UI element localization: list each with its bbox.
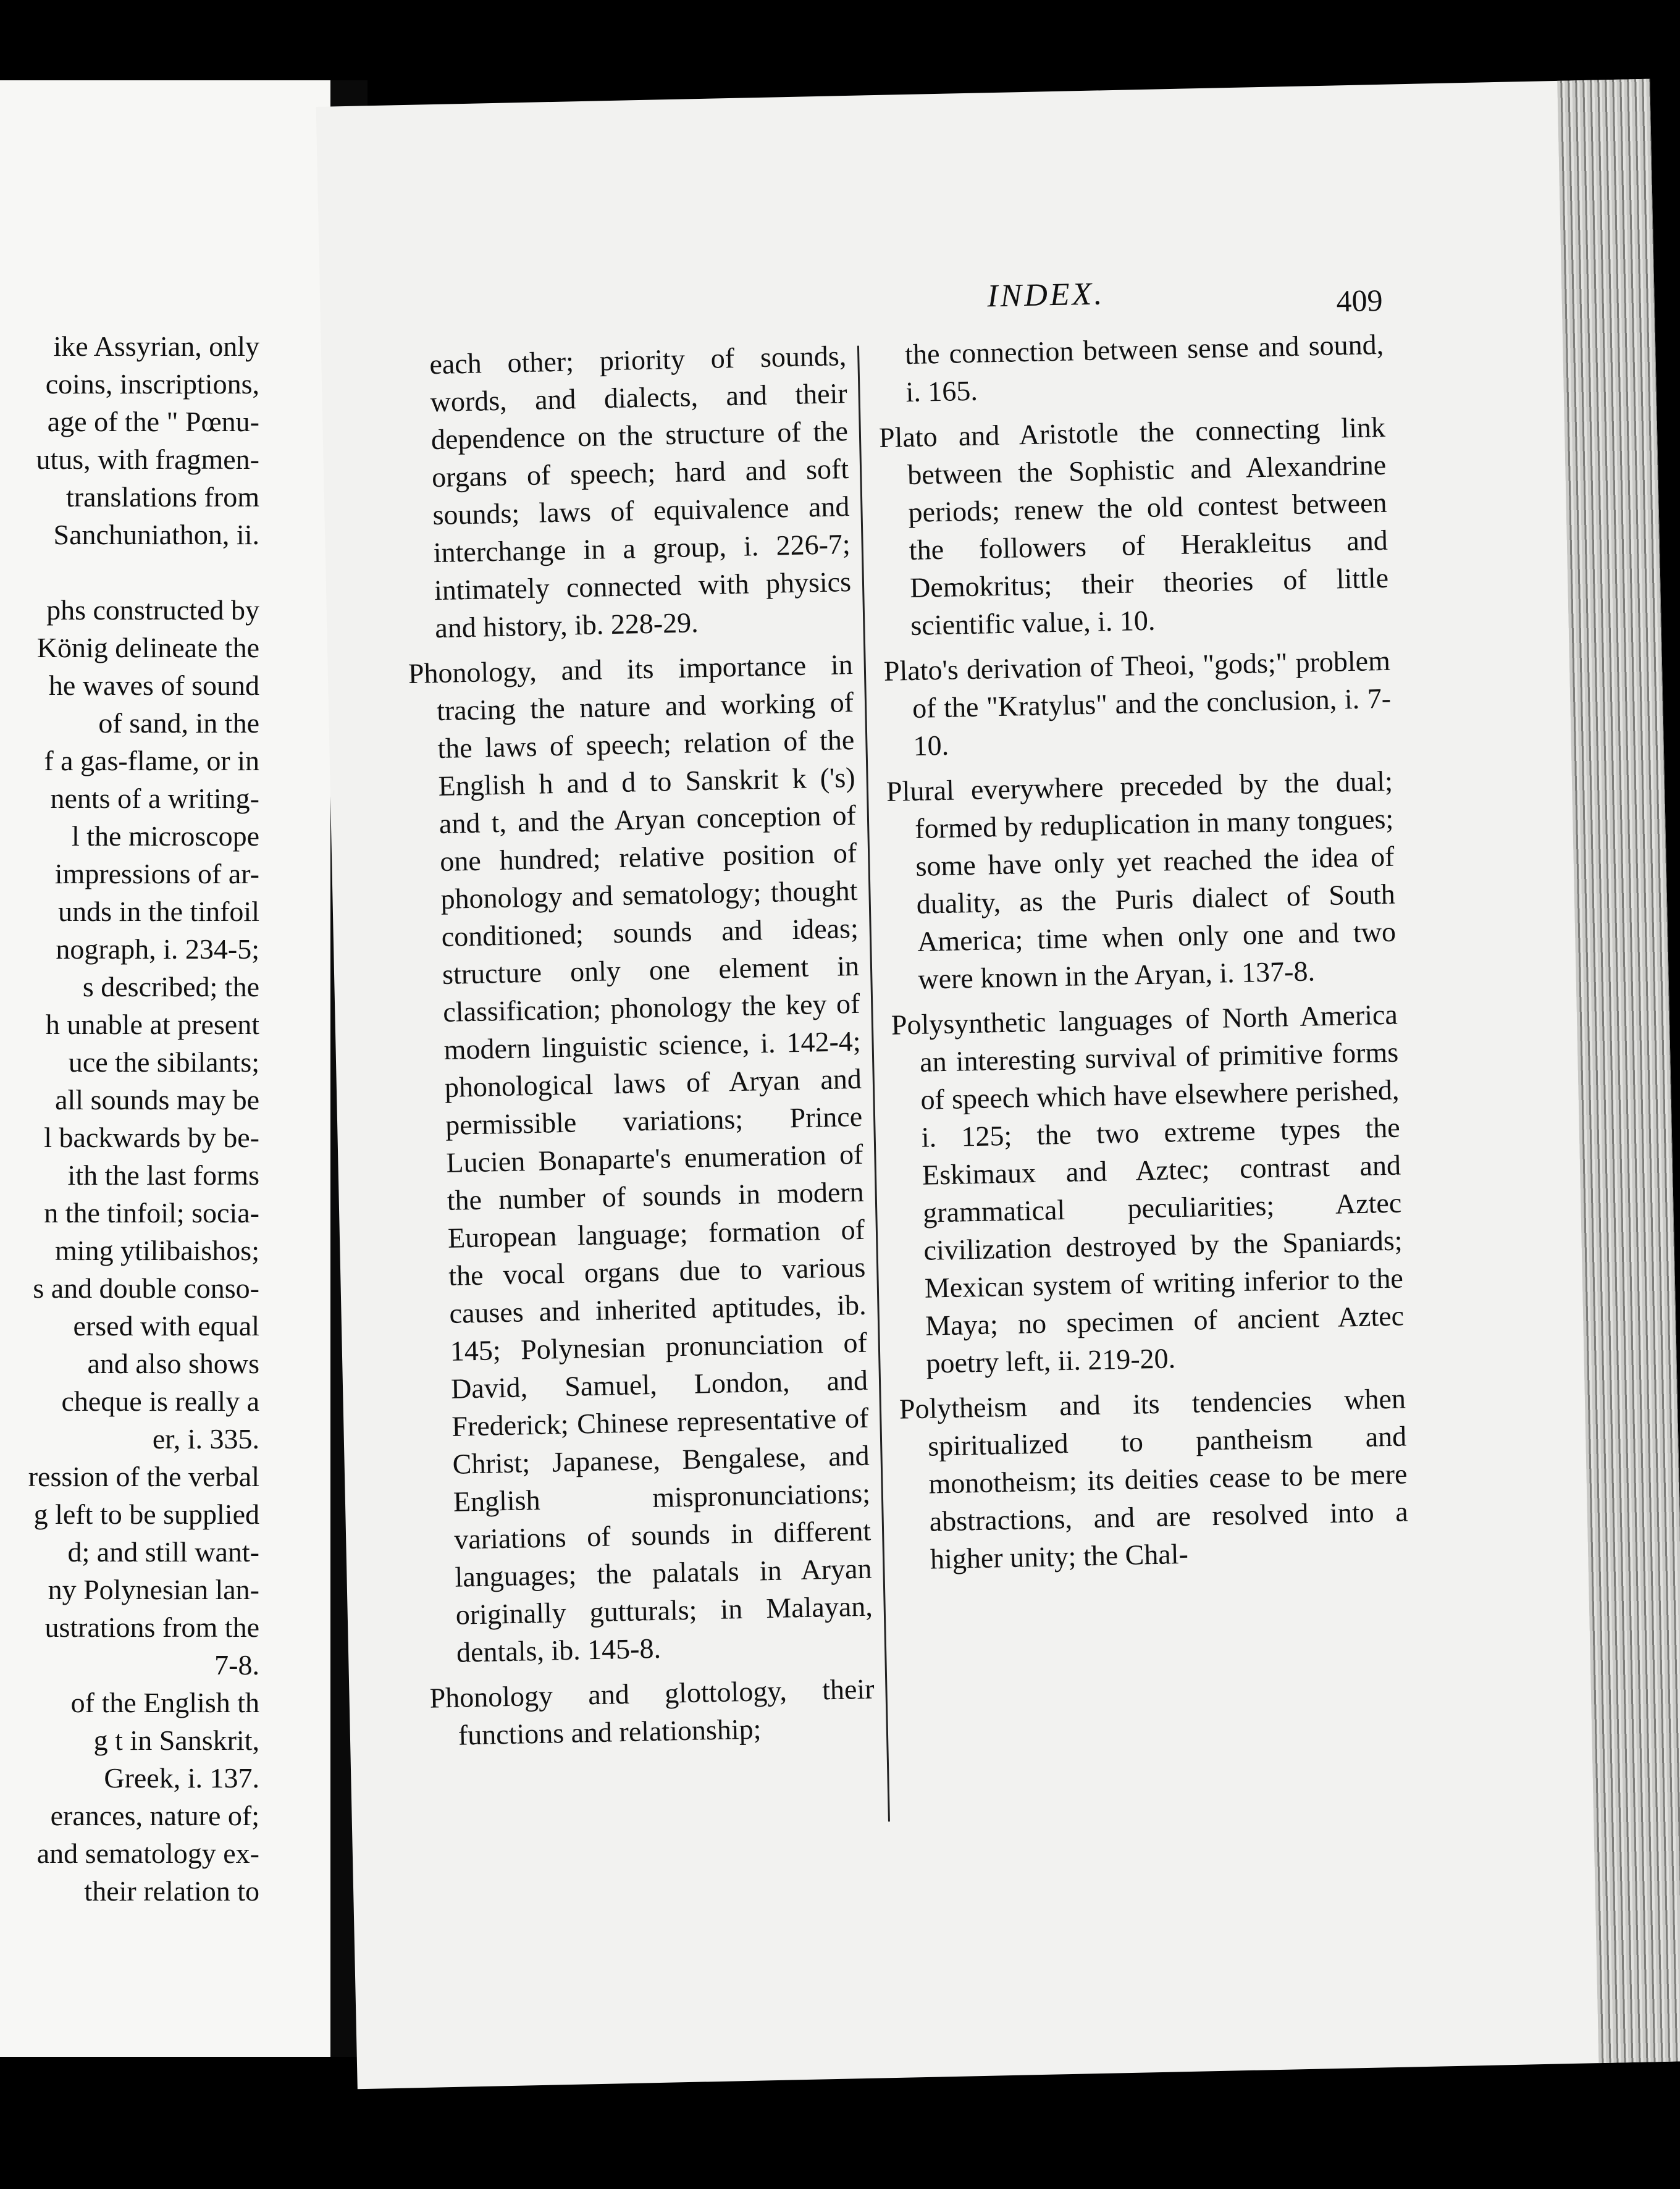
left-page-line: d; and still want- (67, 1536, 259, 1568)
index-entry: Plato and Aristotle the connecting link between the Sophistic and Alexandrine periods; renew the old contest between the followers of Herakleitus and Demokritus; their theories of little scientific value, i. 10. (878, 411, 1389, 641)
running-head: INDEX. (986, 276, 1105, 314)
left-page-line: age of the " Pœnu- (47, 406, 259, 437)
left-page-line: s described; the (82, 971, 259, 1002)
left-page-line: g t in Sanskrit, (93, 1725, 259, 1756)
left-page-line: ersed with equal (73, 1310, 259, 1342)
left-page-line: ith the last forms (67, 1159, 259, 1191)
left-page-line: coins, inscriptions, (45, 368, 259, 400)
index-entry: Phonology, and its importance in tracing the nature and working of the laws of speech; relation of the English h and d to Sanskrit k ('s) and t, and the Aryan conception of one hundred; relative position of phonology and sematology; thought conditioned; sounds and ideas; structure only one element in classification; phonology the key of modern linguistic science, i. 142-4; phonological laws of Aryan and permissible variations; Prince Lucien Bonaparte's enumeration of the number of sounds in modern European language; formation of the vocal organs due to various causes and inherited aptitudes, ib. 145; Polynesian pronunciation of David, Samuel, London, and Frederick; Chinese representative of Christ; Japanese, Bengalese, and English mispronunciations; variations of sounds in different languages; the palatals in Aryan originally gutturals; in Malayan, dentals, ib. 145-8. (408, 648, 873, 1668)
left-page-text-column (0, 327, 259, 1910)
left-page-line: Greek, i. 137. (104, 1762, 259, 1794)
left-page-line: ression of the verbal (28, 1461, 259, 1492)
page-number: 409 (1335, 282, 1384, 319)
index-entry-continuation: each other; priority of sounds, words, and dialects, and their dependence on the structure of the organs of speech; hard and soft sounds; laws of equivalence and interchange in a group, i. 226-7; intimately connected with physics and history, ib. 228-29. (429, 340, 852, 644)
index-entry: Polysynthetic languages of North America an interesting survival of primitive forms of speech which have elsewhere perished, i. 125; the two extreme types the Eskimaux and Aztec; contrast and grammatical peculiarities; Aztec civilization destroyed by the Spaniards; Mexican system of writing inferior to the Maya; no specimen of ancient Aztec poetry left, ii. 219-20. (891, 998, 1405, 1379)
index-entry: Plural everywhere preceded by the dual; formed by reduplication in many tongues; some have only yet reached the idea of duality, as the Puris dialect of South America; time when only one and two were known in the Aryan, i. 137-8. (886, 765, 1396, 995)
left-page-line: nents of a writing- (50, 783, 259, 814)
left-page-line: König delineate the (36, 632, 259, 663)
left-page-line: ike Assyrian, only (53, 330, 259, 362)
left-page-line: ming ytilibaishos; (55, 1235, 259, 1266)
left-page-line: ustrations from the (44, 1611, 259, 1643)
left-page-line: unds in the tinfoil (58, 896, 259, 927)
left-page-line: nograph, i. 234-5; (56, 933, 259, 965)
index-entry: Plato's derivation of Theoi, "gods;" problem of the "Kratylus" and the conclusion, i. 7-10. (883, 644, 1392, 762)
left-page-line: 7-8. (214, 1649, 259, 1681)
left-page (0, 80, 330, 2057)
left-page-line: impressions of ar- (54, 858, 259, 889)
left-page-line: Sanchuniathon, ii. (53, 519, 259, 550)
left-page-line: erances, nature of; (50, 1800, 259, 1831)
left-page-line: their relation to (84, 1875, 259, 1907)
left-page-line: all sounds may be (55, 1084, 259, 1116)
left-page-line: and sematology ex- (36, 1838, 259, 1869)
left-page-line: utus, with fragmen- (36, 443, 259, 475)
left-page-line: f a gas-flame, or in (44, 745, 259, 776)
left-page-line: h unable at present (45, 1009, 259, 1040)
left-page-line: l the microscope (71, 820, 259, 852)
left-page-line: g left to be supplied (33, 1498, 259, 1530)
left-page-line: of sand, in the (98, 707, 259, 739)
left-page-line: s and double conso- (33, 1272, 259, 1304)
index-entry: Phonology and glottology, their functions and relationship; (429, 1673, 875, 1751)
right-page (316, 79, 1680, 2090)
left-page-line: er, i. 335. (152, 1423, 259, 1455)
index-column-left (401, 337, 876, 1762)
left-page-line: l backwards by be- (44, 1122, 259, 1153)
index-column-right (877, 326, 1409, 1586)
left-page-line: he waves of sound (48, 670, 259, 701)
left-page-line (0, 553, 259, 591)
left-page-line: of the English th (70, 1687, 259, 1718)
left-page-line: uce the sibilants; (68, 1046, 259, 1078)
left-page-line: ny Polynesian lan- (48, 1574, 259, 1605)
index-entry: Polytheism and its tendencies when spiritualized to pantheism and monotheism; its deities cease to be mere abstractions, and are resolved into a higher unity; the Chal- (899, 1382, 1409, 1575)
left-page-line: cheque is really a (61, 1385, 259, 1417)
index-entry-continuation: the connection between sense and sound, i. 165. (904, 328, 1384, 408)
left-page-line: and also shows (87, 1348, 259, 1379)
left-page-line: translations from (66, 481, 259, 513)
page-edges (1557, 79, 1680, 2063)
left-page-line: n the tinfoil; socia- (44, 1197, 259, 1229)
left-page-line: phs constructed by (46, 594, 259, 626)
